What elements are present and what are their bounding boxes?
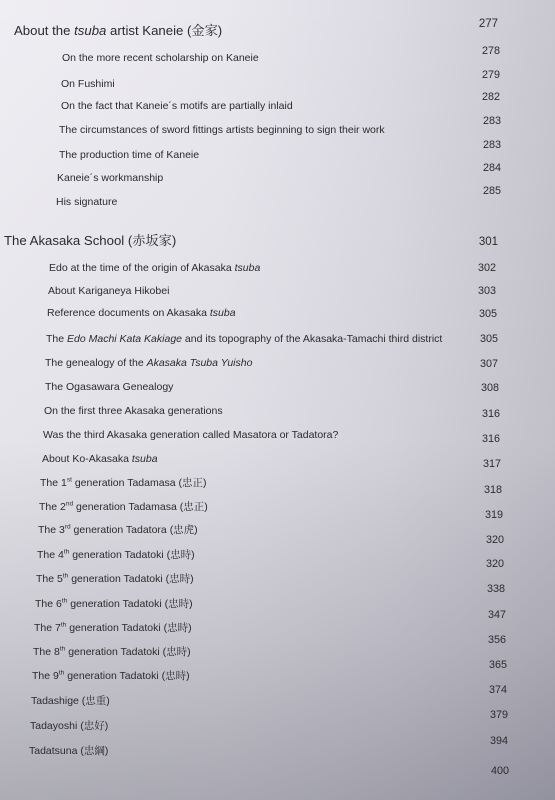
title-italic: Akasaka Tsuba Yuisho [146,357,253,369]
toc-page-number: 303 [477,285,496,297]
toc-entry [0,522,555,544]
toc-page-number: 278 [481,45,500,57]
title-text: The 6 [35,598,62,610]
title-italic: tsuba [131,453,158,465]
title-text: generation Tadatoki (忠時) [69,549,195,561]
toc-title [39,499,208,515]
toc-title [49,260,260,276]
title-text: About Ko-Akasaka [42,453,132,465]
title-text: The 2 [39,501,66,513]
ordinal-suffix: rd [64,523,71,531]
toc-entry [0,547,555,569]
toc-page-number: 308 [480,382,499,394]
title-text: generation Tadatoki (忠時) [64,670,190,682]
title-italic: tsuba [209,307,236,319]
toc-title [42,451,158,467]
toc-title [33,644,191,660]
toc-title: On the fact that Kaneie´s motifs are partially inlaid [61,100,293,112]
ordinal-suffix: st [66,476,72,484]
toc-title: On the first three Akasaka generations [44,405,223,417]
toc-page-number: 316 [481,433,500,445]
toc-page-number: 379 [489,709,508,721]
title-text: The 1 [40,477,67,489]
toc-entry [0,644,555,671]
title-text: generation Tadamasa (忠正) [73,501,208,513]
toc-entry [0,596,555,621]
toc-title [45,355,252,371]
title-text: generation Tadatoki (忠時) [67,598,193,610]
toc-title: Tadayoshi (忠好) [30,720,109,732]
ordinal-suffix: th [61,597,68,605]
title-italic: tsuba [74,23,107,38]
toc-page-number: 319 [484,509,503,521]
toc-entry [0,379,555,401]
toc-title: The Ogasawara Genealogy [45,381,174,393]
toc-section-heading [0,20,555,42]
toc-title [34,620,192,636]
title-text: Edo at the time of the origin of Akasaka [49,262,235,274]
title-text: The 8 [33,646,60,658]
toc-entry [0,185,555,216]
toc-entry [0,718,555,747]
ordinal-suffix: th [62,572,69,580]
toc-title: The production time of Kaneie [59,149,200,161]
ordinal-suffix: th [58,669,65,677]
toc-title [38,522,198,538]
toc-page-number: 365 [488,659,507,671]
toc-page-number: 307 [479,358,498,370]
toc-title [40,475,207,491]
toc-entry [0,499,555,521]
ordinal-suffix: nd [65,500,74,508]
toc-page-number: 317 [482,458,501,470]
toc-page-number: 374 [488,684,507,696]
toc-page-number: 338 [486,583,505,595]
title-text: generation Tadatoki (忠時) [66,622,192,634]
toc-title [14,22,222,40]
toc-page-number: 283 [482,139,501,151]
toc-entry [0,355,555,377]
toc-page-number: 285 [482,185,501,197]
toc-title: The Akasaka School (赤坂家) [4,233,177,248]
title-text: The genealogy of the [45,357,147,369]
toc-entry [0,743,555,777]
toc-page-number: 279 [481,69,500,81]
title-italic: tsuba [234,262,261,274]
toc-entry [0,693,555,721]
title-text: artist Kaneie (金家) [106,23,223,38]
toc-entry [0,475,555,497]
title-text: About the [14,23,75,38]
toc-title [36,571,194,587]
toc-title [35,596,193,612]
toc-page-number: 394 [489,735,508,747]
toc-entry [0,620,555,646]
toc-page-number: 320 [485,534,504,546]
toc-page-number: 316 [481,408,500,420]
toc-page-number: 283 [482,115,501,127]
title-italic: Edo Machi Kata Kakiage [67,333,183,345]
toc-page-number: 347 [487,609,506,621]
toc-entry [0,260,555,282]
title-text: Reference documents on Akasaka [47,307,210,319]
toc-title: On Fushimi [61,78,115,90]
toc-title [37,547,195,563]
toc-page-number: 356 [487,634,506,646]
toc-section-heading [0,234,555,256]
toc-title: About Kariganeya Hikobei [48,285,170,297]
toc-page-number: 282 [481,91,500,103]
title-text: The [46,333,68,345]
ordinal-suffix: th [60,621,67,629]
title-text: The 5 [36,573,63,585]
toc-title [32,668,190,684]
toc-entry [0,283,555,305]
toc-page-number: 301 [478,236,498,248]
toc-entry [0,403,555,425]
title-text: generation Tadatoki (忠時) [65,646,191,658]
toc-page-number: 277 [478,18,498,30]
toc-title: On the more recent scholarship on Kaneie [62,52,259,64]
toc-page-number: 305 [478,308,497,320]
toc-entry [0,451,555,473]
toc-title: Tadashige (忠重) [31,695,110,707]
toc-entry [0,571,555,593]
toc-title: His signature [56,196,118,208]
toc-entry [0,305,555,327]
toc-title: Was the third Akasaka generation called Masatora or Tadatora? [43,429,339,441]
ordinal-suffix: th [63,548,70,556]
toc-title [46,331,442,347]
title-text: generation Tadatora (忠虎) [70,524,198,536]
title-text: and its topography of the Akasaka-Tamachi third district [182,333,443,345]
toc-page-number: 305 [479,333,498,345]
title-text: The 9 [32,670,59,682]
toc-page-number: 284 [482,162,501,174]
toc-page-number: 320 [485,558,504,570]
ordinal-suffix: th [59,645,66,653]
toc-page-number: 318 [483,484,502,496]
toc-entry [0,668,555,696]
toc-page-number: 302 [477,262,496,274]
title-text: The 3 [38,524,65,536]
toc-title [47,305,236,321]
toc-entry [0,427,555,449]
toc-title: Kaneie´s workmanship [57,172,164,184]
title-text: generation Tadatoki (忠時) [68,573,194,585]
title-text: generation Tadamasa (忠正) [71,477,207,489]
toc-title: The circumstances of sword fittings artists beginning to sign their work [59,124,385,136]
title-text: The 7 [34,622,61,634]
toc-title: Tadatsuna (忠綱) [29,745,109,757]
toc-entry [0,331,555,353]
title-text: The 4 [37,549,64,561]
toc-page-number: 400 [490,765,509,777]
